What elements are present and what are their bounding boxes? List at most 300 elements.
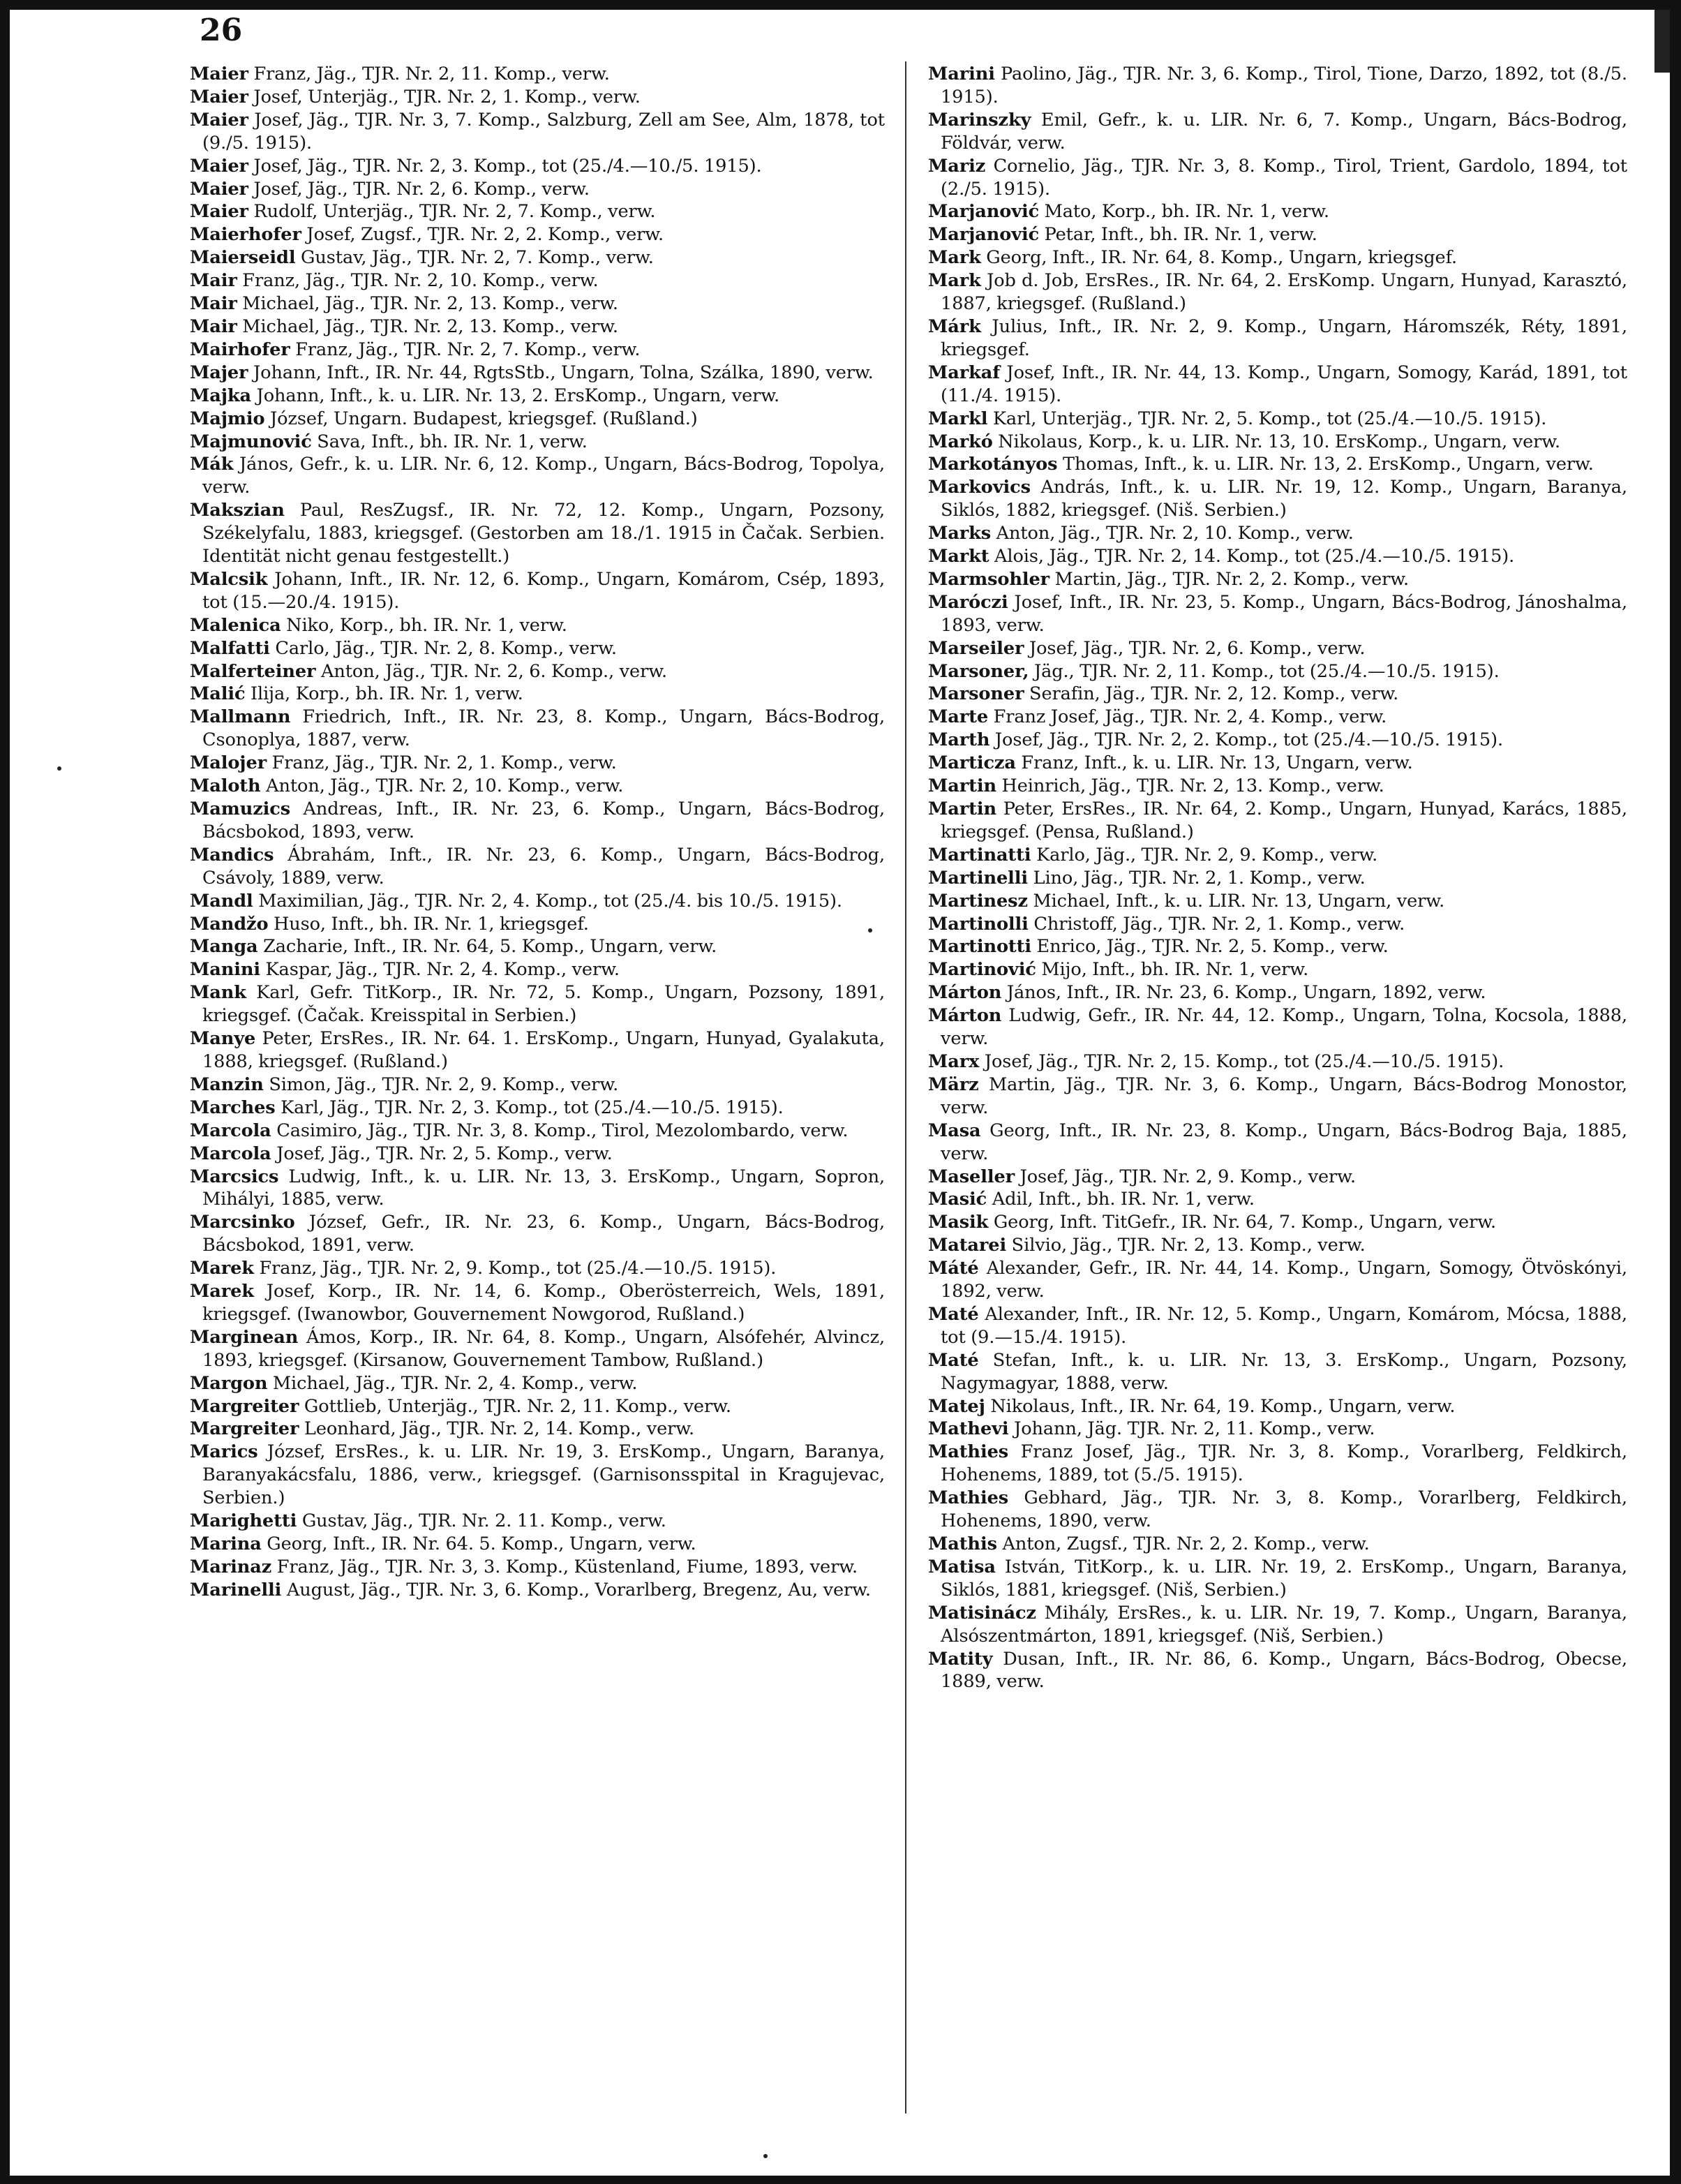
register-entry	[928, 752, 1627, 775]
register-entry	[928, 706, 1627, 729]
entry-details: Anton, Jäg., TJR. Nr. 2, 10. Komp., verw.	[266, 775, 624, 797]
register-entry	[928, 1418, 1627, 1441]
entry-details: Josef, Jäg., TJR. Nr. 2, 5. Komp., verw.	[276, 1143, 613, 1164]
entry-details: Ábrahám, Inft., IR. Nr. 23, 6. Komp., Ungarn, Bács-Bodrog, Csávoly, 1889, verw.	[202, 844, 885, 889]
register-entry	[928, 1211, 1627, 1234]
entry-details: Alexander, Inft., IR. Nr. 12, 5. Komp., Ungarn, Komárom, Mócsa, 1888, tot (9.—15./4. 1915).	[941, 1303, 1627, 1348]
entry-surname: Markaf	[928, 362, 1001, 383]
entry-details: Julius, Inft., IR. Nr. 2, 9. Komp., Ungarn, Háromszék, Réty, 1891, kriegsgef.	[941, 315, 1627, 360]
entry-surname: Mandžo	[190, 913, 269, 935]
entry-details: József, Ungarn. Budapest, kriegsgef. (Rußland.)	[270, 408, 698, 429]
entry-surname: Mandics	[190, 844, 274, 866]
entry-details: Emil, Gefr., k. u. LIR. Nr. 6, 7. Komp., Ungarn, Bács-Bodrog, Földvár, verw.	[941, 109, 1627, 154]
register-entry	[190, 913, 885, 936]
entry-surname: Marches	[190, 1097, 276, 1118]
register-entry	[190, 1510, 885, 1533]
entry-surname: Maté	[928, 1303, 979, 1325]
entry-details: Josef, Jäg., TJR. Nr. 2, 3. Komp., tot (25./4.—10./5. 1915).	[253, 155, 762, 177]
scan-border-left	[0, 0, 10, 2184]
right-column	[928, 63, 1627, 1693]
entry-details: Anton, Jäg., TJR. Nr. 2, 10. Komp., verw.	[996, 523, 1354, 544]
entry-details: Ilija, Korp., bh. IR. Nr. 1, verw.	[251, 683, 523, 705]
entry-surname: Manga	[190, 936, 258, 958]
entry-surname: Martinesz	[928, 890, 1028, 912]
register-entry	[928, 1074, 1627, 1120]
entry-surname: Martinatti	[928, 844, 1031, 866]
register-entry	[190, 1579, 885, 1602]
entry-surname: Matity	[928, 1648, 993, 1670]
register-entry	[928, 109, 1627, 155]
entry-details: Michael, Jäg., TJR. Nr. 2, 13. Komp., verw.	[242, 293, 618, 315]
entry-details: Franz, Jäg., TJR. Nr. 3, 3. Komp., Küstenland, Fiume, 1893, verw.	[276, 1556, 858, 1577]
register-entry	[928, 591, 1627, 637]
entry-details: Job d. Job, ErsRes., IR. Nr. 64, 2. ErsKomp. Ungarn, Hunyad, Karasztó, 1887, kriegsgef. (Rußland.)	[941, 270, 1627, 315]
entry-surname: Masik	[928, 1212, 989, 1233]
register-entry	[928, 223, 1627, 246]
entry-details: Paul, ResZugsf., IR. Nr. 72, 12. Komp., Ungarn, Pozsony, Székelyfalu, 1883, kriegsgef. (Gestorben am 18./1. 1915 in Čačak. Serbien. Identität nicht genau festgestellt.)	[202, 500, 885, 567]
register-entry	[190, 362, 885, 385]
register-entry	[928, 775, 1627, 798]
scan-corner-mark	[1654, 10, 1670, 73]
entry-surname: Maloth	[190, 775, 261, 797]
register-entry	[190, 981, 885, 1027]
entry-details: Josef, Jäg., TJR. Nr. 2, 9. Komp., verw.	[1019, 1166, 1356, 1187]
register-entry	[190, 1395, 885, 1418]
entry-details: Franz, Jäg., TJR. Nr. 2, 1. Komp., verw.	[271, 752, 617, 774]
register-entry	[190, 568, 885, 614]
register-entry	[190, 1441, 885, 1510]
entry-details: Niko, Korp., bh. IR. Nr. 1, verw.	[286, 614, 567, 636]
entry-surname: Marinaz	[190, 1556, 272, 1577]
register-entry	[928, 683, 1627, 706]
register-entry	[928, 315, 1627, 362]
register-entry	[190, 1257, 885, 1280]
entry-surname: Manzin	[190, 1074, 264, 1095]
register-entry	[190, 1027, 885, 1074]
entry-details: Andreas, Inft., IR. Nr. 23, 6. Komp., Ungarn, Bács-Bodrog, Bácsbokod, 1893, verw.	[202, 798, 885, 842]
entry-details: Heinrich, Jäg., TJR. Nr. 2, 13. Komp., verw.	[1001, 775, 1384, 797]
entry-surname: Margon	[190, 1372, 268, 1394]
register-entry	[928, 660, 1627, 683]
entry-surname: Mamuzics	[190, 798, 291, 819]
entry-details: Anton, Jäg., TJR. Nr. 2, 6. Komp., verw.	[320, 660, 668, 682]
entry-surname: Malić	[190, 683, 246, 705]
entry-surname: Mair	[190, 293, 237, 315]
entry-surname: Martinolli	[928, 913, 1029, 935]
entry-surname: Mathies	[928, 1441, 1009, 1463]
entry-details: Thomas, Inft., k. u. LIR. Nr. 13, 2. ErsKomp., Ungarn, verw.	[1063, 454, 1594, 475]
register-entry	[928, 798, 1627, 844]
register-entry	[928, 63, 1627, 109]
entry-surname: Marjanović	[928, 201, 1040, 223]
entry-surname: Marcsics	[190, 1166, 279, 1187]
register-entry	[190, 752, 885, 775]
entry-details: Georg, Inft., IR. Nr. 64, 8. Komp., Ungarn, kriegsgef.	[986, 247, 1458, 269]
entry-surname: März	[928, 1074, 979, 1095]
entry-details: Franz, Jäg., TJR. Nr. 2, 9. Komp., tot (25./4.—10./5. 1915).	[259, 1258, 777, 1279]
register-entry	[190, 1166, 885, 1212]
entry-details: Franz, Inft., k. u. LIR. Nr. 13, Ungarn, verw.	[1021, 752, 1413, 774]
entry-surname: Malenica	[190, 614, 281, 636]
entry-surname: Marighetti	[190, 1510, 297, 1532]
register-entry	[190, 1074, 885, 1097]
register-entry	[190, 269, 885, 292]
entry-surname: Mairhofer	[190, 339, 290, 360]
entry-details: Michael, Jäg., TJR. Nr. 2, 13. Komp., verw.	[242, 315, 618, 337]
entry-details: Maximilian, Jäg., TJR. Nr. 2, 4. Komp., tot (25./4. bis 10./5. 1915).	[258, 890, 842, 912]
register-entry	[928, 568, 1627, 591]
entry-surname: Matisa	[928, 1556, 996, 1577]
entry-details: Martin, Jäg., TJR. Nr. 2, 2. Komp., verw.	[1054, 568, 1410, 590]
entry-details: Cornelio, Jäg., TJR. Nr. 3, 8. Komp., Tirol, Trient, Gardolo, 1894, tot (2./5. 1915).	[941, 155, 1627, 200]
entry-surname: Matej	[928, 1395, 985, 1417]
register-entry	[928, 1050, 1627, 1074]
entry-surname: Margreiter	[190, 1418, 299, 1440]
entry-details: Casimiro, Jäg., TJR. Nr. 3, 8. Komp., Tirol, Mezolombardo, verw.	[276, 1120, 849, 1141]
register-entry	[928, 522, 1627, 545]
entry-surname: Marsoner	[928, 683, 1024, 705]
entry-surname: Mair	[190, 315, 237, 337]
entry-surname: Mank	[190, 982, 246, 1004]
column-divider	[905, 61, 906, 2114]
entry-details: József, Gefr., IR. Nr. 23, 6. Komp., Ungarn, Bács-Bodrog, Bácsbokod, 1891, verw.	[202, 1212, 885, 1256]
entry-surname: Mathis	[928, 1533, 997, 1554]
register-entry	[190, 200, 885, 223]
entry-surname: Markl	[928, 408, 988, 429]
register-entry	[190, 246, 885, 269]
entry-surname: Marseiler	[928, 637, 1024, 659]
register-entry	[928, 1303, 1627, 1349]
entry-surname: Marina	[190, 1533, 262, 1554]
left-column	[190, 63, 885, 1602]
entry-details: Rudolf, Unterjäg., TJR. Nr. 2, 7. Komp., verw.	[253, 201, 656, 223]
register-entry	[190, 1556, 885, 1579]
register-entry	[928, 1166, 1627, 1189]
register-entry	[190, 292, 885, 315]
entry-details: Ludwig, Gefr., IR. Nr. 44, 12. Komp., Ungarn, Tolna, Kocsola, 1888, verw.	[941, 1005, 1627, 1050]
entry-surname: Manye	[190, 1028, 256, 1050]
register-entry	[190, 155, 885, 178]
entry-details: Franz, Jäg., TJR. Nr. 2, 10. Komp., verw.	[242, 270, 599, 292]
entry-surname: Mark	[928, 247, 981, 269]
register-entry	[190, 178, 885, 201]
entry-details: Petar, Inft., bh. IR. Nr. 1, verw.	[1044, 224, 1317, 246]
entry-details: Johann, Jäg. TJR. Nr. 2, 11. Komp., verw.	[1014, 1418, 1375, 1440]
entry-surname: Marx	[928, 1050, 980, 1072]
register-entry	[928, 1188, 1627, 1211]
entry-details: Martin, Jäg., TJR. Nr. 3, 6. Komp., Ungarn, Bács-Bodrog Monostor, verw.	[941, 1074, 1627, 1118]
entry-surname: Maté	[928, 1349, 979, 1371]
entry-surname: Maier	[190, 155, 248, 177]
entry-surname: Martinotti	[928, 936, 1031, 958]
register-entry	[190, 798, 885, 844]
entry-details: Nikolaus, Inft., IR. Nr. 64, 19. Komp., Ungarn, verw.	[990, 1395, 1456, 1417]
entry-surname: Makszian	[190, 500, 285, 521]
entry-details: József, ErsRes., k. u. LIR. Nr. 19, 3. ErsKomp., Ungarn, Baranya, Baranyakácsfalu, 1886, verw., kriegsgef. (Garnisonsspital in Kragujevac, Serbien.)	[202, 1441, 885, 1509]
register-entry	[928, 408, 1627, 431]
register-entry	[190, 660, 885, 683]
entry-details: Josef, Unterjäg., TJR. Nr. 2, 1. Komp., verw.	[253, 86, 641, 107]
entry-details: Gottlieb, Unterjäg., TJR. Nr. 2, 11. Komp., verw.	[304, 1395, 731, 1417]
register-entry	[928, 1257, 1627, 1303]
entry-surname: Mathevi	[928, 1418, 1009, 1440]
entry-details: Josef, Jäg., TJR. Nr. 3, 7. Komp., Salzburg, Zell am See, Alm, 1878, tot (9./5. 1915).	[202, 109, 885, 154]
page-number: 26	[200, 13, 243, 48]
entry-surname: Marticza	[928, 752, 1016, 774]
register-entry	[928, 935, 1627, 958]
register-entry	[190, 86, 885, 109]
entry-details: Christoff, Jäg., TJR. Nr. 2, 1. Komp., verw.	[1033, 913, 1405, 935]
entry-surname: Marcola	[190, 1143, 271, 1164]
register-entry	[190, 844, 885, 890]
entry-surname: Maseller	[928, 1166, 1015, 1187]
entry-details: Alois, Jäg., TJR. Nr. 2, 14. Komp., tot (25./4.—10./5. 1915).	[994, 546, 1515, 567]
register-entry	[928, 981, 1627, 1004]
entry-details: Zacharie, Inft., IR. Nr. 64, 5. Komp., Ungarn, verw.	[263, 936, 717, 958]
entry-details: Josef, Inft., IR. Nr. 44, 13. Komp., Ungarn, Somogy, Karád, 1891, tot (11./4. 1915).	[941, 362, 1627, 406]
entry-surname: Markt	[928, 546, 989, 567]
entry-details: Adil, Inft., bh. IR. Nr. 1, verw.	[992, 1189, 1255, 1210]
entry-surname: Maróczi	[928, 591, 1008, 613]
register-entry	[928, 637, 1627, 660]
entry-details: Johann, Inft., IR. Nr. 44, RgtsStb., Ungarn, Tolna, Szálka, 1890, verw.	[253, 362, 874, 383]
entry-surname: Masa	[928, 1120, 981, 1141]
entry-details: Georg, Inft., IR. Nr. 64. 5. Komp., Ungarn, verw.	[267, 1533, 696, 1554]
entry-details: Josef, Jäg., TJR. Nr. 2, 6. Komp., verw.	[1029, 637, 1366, 659]
register-entry	[190, 1120, 885, 1143]
entry-surname: Malferteiner	[190, 660, 316, 682]
entry-details: István, TitKorp., k. u. LIR. Nr. 19, 2. ErsKomp., Ungarn, Baranya, Siklós, 1881, kriegsgef. (Niš, Serbien.)	[941, 1556, 1627, 1600]
register-entry	[190, 453, 885, 499]
register-entry	[928, 867, 1627, 890]
entry-details: Kaspar, Jäg., TJR. Nr. 2, 4. Komp., verw.	[265, 959, 620, 981]
entry-surname: Marinelli	[190, 1579, 282, 1600]
register-entry	[928, 1120, 1627, 1166]
scan-border-bottom	[0, 2176, 1681, 2184]
entry-details: Karl, Gefr. TitKorp., IR. Nr. 72, 5. Komp., Ungarn, Pozsony, 1891, kriegsgef. (Čačak. Kreisspital in Serbien.)	[202, 982, 885, 1027]
entry-details: János, Inft., IR. Nr. 23, 6. Komp., Ungarn, 1892, verw.	[1006, 982, 1486, 1004]
entry-details: Karl, Jäg., TJR. Nr. 2, 3. Komp., tot (25./4.—10./5. 1915).	[281, 1097, 784, 1118]
entry-details: András, Inft., k. u. LIR. Nr. 19, 12. Komp., Ungarn, Baranya, Siklós, 1882, kriegsgef. (Niš. Serbien.)	[941, 477, 1627, 521]
entry-details: János, Gefr., k. u. LIR. Nr. 6, 12. Komp., Ungarn, Bács-Bodrog, Topolya, verw.	[202, 454, 885, 498]
entry-surname: Marks	[928, 523, 992, 544]
entry-surname: Majmio	[190, 408, 265, 429]
entry-surname: Markotányos	[928, 454, 1058, 475]
entry-details: Paolino, Jäg., TJR. Nr. 3, 6. Komp., Tirol, Tione, Darzo, 1892, tot (8./5. 1915).	[941, 64, 1627, 107]
entry-surname: Matarei	[928, 1235, 1007, 1256]
register-entry	[928, 1648, 1627, 1694]
register-entry	[928, 1441, 1627, 1487]
register-entry	[190, 1280, 885, 1326]
entry-surname: Marjanović	[928, 224, 1040, 246]
register-entry	[190, 499, 885, 568]
entry-surname: Martin	[928, 775, 996, 797]
entry-details: Josef, Zugsf., TJR. Nr. 2, 2. Komp., verw.	[306, 224, 664, 246]
entry-details: Simon, Jäg., TJR. Nr. 2, 9. Komp., verw.	[269, 1074, 619, 1095]
register-entry	[928, 1234, 1627, 1257]
entry-details: Michael, Jäg., TJR. Nr. 2, 4. Komp., verw.	[272, 1372, 638, 1394]
entry-details: Anton, Zugsf., TJR. Nr. 2, 2. Komp., verw.	[1002, 1533, 1370, 1554]
entry-details: Josef, Jäg., TJR. Nr. 2, 2. Komp., tot (25./4.—10./5. 1915).	[994, 729, 1504, 751]
entry-surname: Majka	[190, 385, 251, 406]
entry-details: Karlo, Jäg., TJR. Nr. 2, 9. Komp., verw.	[1036, 844, 1378, 866]
entry-details: Josef, Korp., IR. Nr. 14, 6. Komp., Oberösterreich, Wels, 1891, kriegsgef. (Iwanowbor, Gouvernement Nowgorod, Rußland.)	[202, 1281, 885, 1325]
entry-surname: Maier	[190, 178, 248, 200]
register-entry	[190, 63, 885, 86]
register-entry	[190, 706, 885, 752]
register-entry	[190, 408, 885, 431]
entry-surname: Malcsik	[190, 568, 268, 590]
register-entry	[928, 1556, 1627, 1602]
entry-surname: Marte	[928, 706, 989, 728]
entry-surname: Malfatti	[190, 637, 270, 659]
register-entry	[190, 637, 885, 660]
entry-details: Huso, Inft., bh. IR. Nr. 1, kriegsgef.	[273, 913, 589, 935]
entry-details: Sava, Inft., bh. IR. Nr. 1, verw.	[317, 431, 588, 452]
entry-surname: Marth	[928, 729, 990, 751]
entry-details: Alexander, Gefr., IR. Nr. 44, 14. Komp., Ungarn, Somogy, Ötvöskónyi, 1892, verw.	[941, 1258, 1627, 1302]
register-entry	[928, 958, 1627, 981]
entry-details: Lino, Jäg., TJR. Nr. 2, 1. Komp., verw.	[1033, 867, 1366, 889]
register-entry	[190, 614, 885, 637]
register-entry	[190, 958, 885, 981]
entry-surname: Mariz	[928, 155, 986, 177]
entry-surname: Martin	[928, 798, 996, 819]
entry-details: Jäg., TJR. Nr. 2, 11. Komp., tot (25./4.—10./5. 1915).	[1033, 660, 1500, 682]
register-entry	[928, 545, 1627, 568]
entry-surname: Maier	[190, 64, 248, 84]
register-entry	[928, 200, 1627, 223]
entry-surname: Malojer	[190, 752, 267, 774]
register-entry	[190, 1418, 885, 1441]
register-entry	[190, 1211, 885, 1257]
register-entry	[928, 1004, 1627, 1050]
entry-surname: Máté	[928, 1258, 979, 1279]
entry-surname: Maier	[190, 201, 248, 223]
entry-surname: Márk	[928, 315, 981, 337]
entry-surname: Marek	[190, 1281, 254, 1302]
entry-surname: Mandl	[190, 890, 253, 912]
entry-details: Mijo, Inft., bh. IR. Nr. 1, verw.	[1041, 959, 1309, 981]
entry-surname: Marginean	[190, 1326, 299, 1348]
entry-surname: Maierseidl	[190, 247, 296, 269]
register-entry	[190, 315, 885, 339]
entry-surname: Marcola	[190, 1120, 271, 1141]
entry-details: Franz Josef, Jäg., TJR. Nr. 3, 8. Komp., Vorarlberg, Feldkirch, Hohenems, 1889, tot (5./5. 1915).	[941, 1441, 1627, 1486]
register-entry	[928, 269, 1627, 315]
entry-surname: Mark	[928, 270, 981, 292]
entry-details: Michael, Inft., k. u. LIR. Nr. 13, Ungarn, verw.	[1033, 890, 1445, 912]
entry-details: Gebhard, Jäg., TJR. Nr. 3, 8. Komp., Vorarlberg, Feldkirch, Hohenems, 1890, verw.	[941, 1487, 1627, 1532]
entry-details: Leonhard, Jäg., TJR. Nr. 2, 14. Komp., verw.	[304, 1418, 695, 1440]
entry-surname: Marmsohler	[928, 568, 1050, 590]
entry-details: Dusan, Inft., IR. Nr. 86, 6. Komp., Ungarn, Bács-Bodrog, Obecse, 1889, verw.	[941, 1648, 1627, 1693]
entry-details: Georg, Inft., IR. Nr. 23, 8. Komp., Ungarn, Bács-Bodrog Baja, 1885, verw.	[941, 1120, 1627, 1164]
register-entry	[190, 890, 885, 913]
register-entry	[928, 1349, 1627, 1395]
entry-surname: Márton	[928, 1005, 1002, 1027]
register-entry	[190, 1097, 885, 1120]
entry-surname: Marinszky	[928, 109, 1031, 131]
entry-details: Silvio, Jäg., TJR. Nr. 2, 13. Komp., verw.	[1011, 1235, 1366, 1256]
entry-surname: Maier	[190, 86, 248, 107]
entry-details: Enrico, Jäg., TJR. Nr. 2, 5. Komp., verw.	[1036, 936, 1389, 958]
entry-details: Josef, Jäg., TJR. Nr. 2, 15. Komp., tot (25./4.—10./5. 1915).	[984, 1050, 1504, 1072]
entry-surname: Mair	[190, 270, 237, 292]
scan-border-right	[1670, 0, 1681, 2184]
register-entry	[928, 431, 1627, 454]
register-entry	[928, 155, 1627, 201]
entry-details: Karl, Unterjäg., TJR. Nr. 2, 5. Komp., tot (25./4.—10./5. 1915).	[992, 408, 1547, 429]
register-entry	[190, 339, 885, 362]
entry-surname: Martinelli	[928, 867, 1029, 889]
entry-surname: Majmunović	[190, 431, 312, 452]
entry-details: August, Jäg., TJR. Nr. 3, 6. Komp., Vorarlberg, Bregenz, Au, verw.	[286, 1579, 871, 1600]
entry-surname: Maier	[190, 109, 248, 131]
entry-details: Ludwig, Inft., k. u. LIR. Nr. 13, 3. ErsKomp., Ungarn, Sopron, Mihályi, 1885, verw.	[202, 1166, 885, 1210]
print-speck	[868, 928, 872, 933]
entry-details: Gustav, Jäg., TJR. Nr. 2. 11. Komp., verw.	[301, 1510, 666, 1532]
register-entry	[190, 1533, 885, 1556]
register-entry	[190, 1372, 885, 1395]
register-entry	[928, 246, 1627, 269]
entry-surname: Márton	[928, 982, 1002, 1004]
entry-surname: Majer	[190, 362, 248, 383]
entry-details: Mihály, ErsRes., k. u. LIR. Nr. 19, 7. Komp., Ungarn, Baranya, Alsószentmárton, 1891, kriegsgef. (Niš, Serbien.)	[941, 1602, 1627, 1647]
register-entry	[928, 1487, 1627, 1533]
entry-details: Mato, Korp., bh. IR. Nr. 1, verw.	[1044, 201, 1329, 223]
register-entry	[190, 775, 885, 798]
entry-details: Georg, Inft. TitGefr., IR. Nr. 64, 7. Komp., Ungarn, verw.	[993, 1212, 1497, 1233]
register-entry	[928, 1602, 1627, 1648]
register-entry	[928, 1533, 1627, 1556]
entry-details: Serafin, Jäg., TJR. Nr. 2, 12. Komp., verw.	[1029, 683, 1399, 705]
register-entry	[928, 844, 1627, 867]
entry-surname: Markovics	[928, 477, 1031, 498]
entry-details: Nikolaus, Korp., k. u. LIR. Nr. 13, 10. ErsKomp., Ungarn, verw.	[998, 431, 1561, 452]
register-entry	[190, 1326, 885, 1372]
entry-details: Johann, Inft., IR. Nr. 12, 6. Komp., Ungarn, Komárom, Csép, 1893, tot (15.—20./4. 1915).	[202, 568, 885, 613]
entry-surname: Maierhofer	[190, 224, 301, 246]
entry-surname: Mathies	[928, 1487, 1009, 1509]
scan-border-top	[0, 0, 1681, 10]
register-entry	[928, 1395, 1627, 1418]
register-entry	[928, 913, 1627, 936]
entry-surname: Margreiter	[190, 1395, 299, 1417]
entry-details: Carlo, Jäg., TJR. Nr. 2, 8. Komp., verw.	[275, 637, 617, 659]
entry-details: Peter, ErsRes., IR. Nr. 64. 1. ErsKomp., Ungarn, Hunyad, Gyalakuta, 1888, kriegsgef. (Rußland.)	[202, 1028, 885, 1072]
entry-surname: Manini	[190, 959, 260, 981]
entry-surname: Markó	[928, 431, 993, 452]
entry-details: Friedrich, Inft., IR. Nr. 23, 8. Komp., Ungarn, Bács-Bodrog, Csonoplya, 1887, verw.	[202, 706, 885, 751]
register-entry	[190, 1143, 885, 1166]
register-entry	[190, 935, 885, 958]
register-entry	[928, 729, 1627, 752]
entry-details: Franz, Jäg., TJR. Nr. 2, 11. Komp., verw.	[253, 64, 610, 84]
register-entry	[928, 476, 1627, 522]
entry-details: Peter, ErsRes., IR. Nr. 64, 2. Komp., Ungarn, Hunyad, Karács, 1885, kriegsgef. (Pensa, Rußland.)	[941, 798, 1627, 842]
entry-details: Josef, Inft., IR. Nr. 23, 5. Komp., Ungarn, Bács-Bodrog, Jánoshalma, 1893, verw.	[941, 591, 1627, 636]
entry-surname: Marsoner,	[928, 660, 1029, 682]
register-entry	[190, 385, 885, 408]
entry-details: Johann, Inft., k. u. LIR. Nr. 13, 2. ErsKomp., Ungarn, verw.	[256, 385, 780, 406]
entry-surname: Mallmann	[190, 706, 291, 728]
register-entry	[190, 683, 885, 706]
entry-details: Josef, Jäg., TJR. Nr. 2, 6. Komp., verw.	[253, 178, 590, 200]
entry-details: Franz, Jäg., TJR. Nr. 2, 7. Komp., verw.	[295, 339, 641, 360]
entry-surname: Marini	[928, 64, 995, 84]
entry-surname: Marek	[190, 1258, 254, 1279]
